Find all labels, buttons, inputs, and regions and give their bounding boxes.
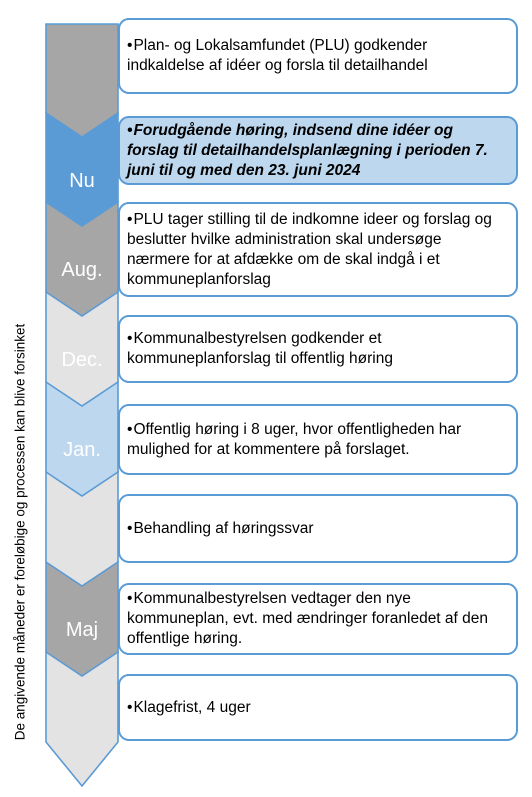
step-box: [118, 202, 518, 297]
side-note-text: De angivende måneder er foreløbige og processen kan blive forsinket: [12, 323, 28, 741]
step-box: [118, 18, 518, 94]
step-text: PLU tager stilling til de indkomne ideer og forslag og beslutter hvilke administration skal undersøge nærmere for at afdække om de skal indgå i et kommuneplanforslag: [127, 210, 492, 288]
bullet: •: [127, 519, 133, 537]
step-text: Forudgående høring, indsend dine idéer og forslag til detailhandelsplanlægning i perioden 7. juni til og med den 23. juni 2024: [127, 121, 488, 179]
month-label: Maj: [65, 619, 99, 642]
step-text: Klagefrist, 4 uger: [133, 698, 251, 716]
step-text: Plan- og Lokalsamfundet (PLU) godkender indkaldelse af idéer og forsla til detailhandel: [127, 37, 428, 74]
bullet: •: [127, 590, 133, 607]
month-label: Nu: [69, 169, 95, 192]
step-text: Offentlig høring i 8 uger, hvor offentligheden har mulighed for at kommentere på forslaget.: [127, 420, 462, 458]
step-box: [118, 404, 518, 475]
step-text: Kommunalbestyrelsen vedtager den nye kommuneplan, evt. med ændringer foranledet af den offentlige høring.: [127, 590, 489, 647]
bullet: •: [127, 210, 133, 228]
step-text: Behandling af høringssvar: [133, 519, 314, 537]
month-label: Jan.: [63, 439, 101, 462]
bullet: •: [127, 420, 133, 438]
month-label: Aug.: [61, 259, 103, 282]
step-box: [118, 583, 518, 655]
bullet: •: [127, 330, 133, 347]
bullet: •: [127, 37, 133, 54]
month-label: Dec.: [61, 349, 103, 372]
step-box: [118, 494, 518, 563]
current-step-box: [118, 116, 518, 185]
step-box: [118, 674, 518, 741]
step-box: [118, 315, 518, 383]
step-text: Kommunalbestyrelsen godkender et kommuneplanforslag til offentlig høring: [127, 330, 393, 367]
bullet: •: [127, 698, 133, 716]
bullet: •: [127, 121, 133, 139]
